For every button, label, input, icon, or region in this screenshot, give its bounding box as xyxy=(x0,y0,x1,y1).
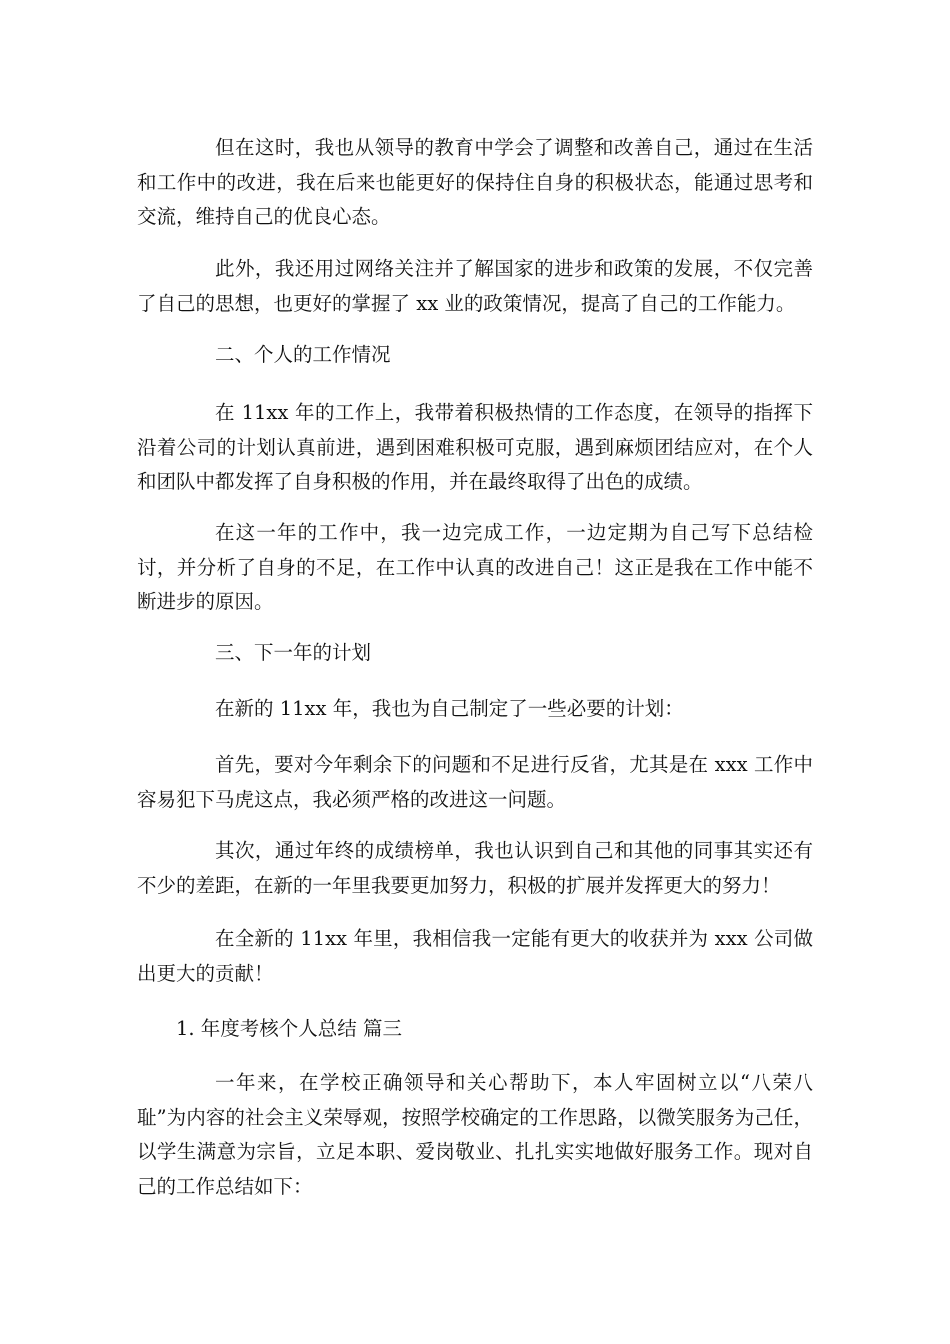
article-title-part-three: 1. 年度考核个人总结 篇三 xyxy=(176,1017,403,1040)
section-heading-work-situation: 二、个人的工作情况 xyxy=(215,343,391,366)
section-heading-next-year-plan: 三、下一年的计划 xyxy=(215,641,372,664)
paragraph-plan-first: 首先，要对今年剩余下的问题和不足进行反省，尤其是在 xxx 工作中容易犯下马虎这点，我必须严格的改进这一问题。 xyxy=(137,753,813,811)
paragraph-plan-intro: 在新的 11xx 年，我也为自己制定了一些必要的计划： xyxy=(215,697,684,720)
paragraph-plan-outlook: 在全新的 11xx 年里，我相信我一定能有更大的收获并为 xxx 公司做出更大的贡献！ xyxy=(137,927,813,985)
paragraph-policy-learning: 此外，我还用过网络关注并了解国家的进步和政策的发展，不仅完善了自己的思想，也更好的掌握了 xx 业的政策情况，提高了自己的工作能力。 xyxy=(137,257,813,315)
paragraph-plan-second: 其次，通过年终的成绩榜单，我也认识到自己和其他的同事其实还有不少的差距，在新的一年里我要更加努力，积极的扩展并发挥更大的努力！ xyxy=(137,839,813,897)
paragraph-year-summary-intro: 一年来，在学校正确领导和关心帮助下，本人牢固树立以“八荣八耻”为内容的社会主义荣辱观，按照学校确定的工作思路，以微笑服务为己任，以学生满意为宗旨，立足本职、爱岗敬业、扎扎实实地做好服务工作。现对自己的工作总结如下： xyxy=(137,1071,813,1198)
paragraph-self-review: 在这一年的工作中，我一边完成工作，一边定期为自己写下总结检讨，并分析了自身的不足，在工作中认真的改进自己！这正是我在工作中能不断进步的原因。 xyxy=(137,521,813,613)
paragraph-self-adjustment: 但在这时，我也从领导的教育中学会了调整和改善自己，通过在生活和工作中的改进，我在后来也能更好的保持住自身的积极状态，能通过思考和交流，维持自己的优良心态。 xyxy=(137,136,813,228)
paragraph-work-performance: 在 11xx 年的工作上，我带着积极热情的工作态度，在领导的指挥下沿着公司的计划认真前进，遇到困难积极可克服，遇到麻烦团结应对，在个人和团队中都发挥了自身积极的作用，并在最终取得了出色的成绩。 xyxy=(137,401,813,493)
